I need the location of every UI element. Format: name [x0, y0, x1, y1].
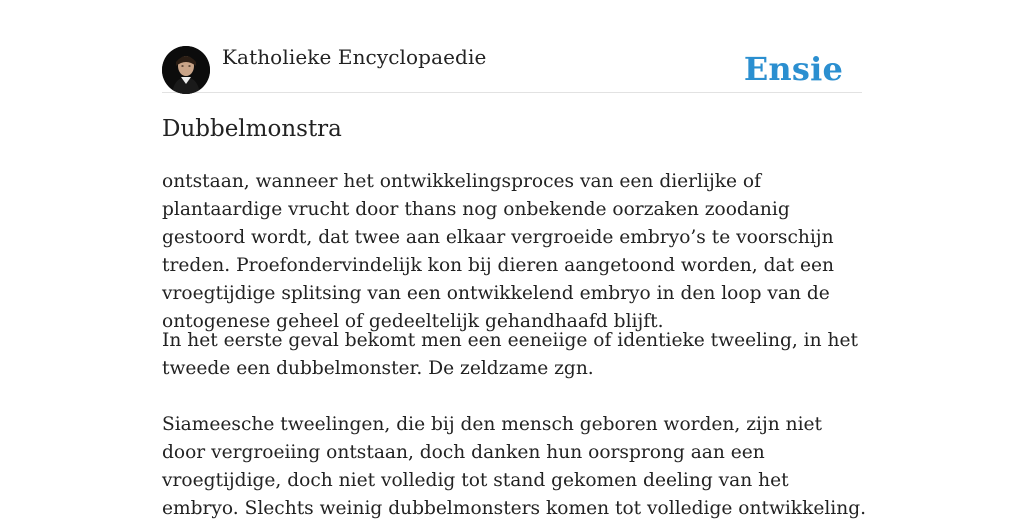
page [162, 0, 867, 519]
article-paragraph-2: In het eerste geval bekomt men een eeneiige of identieke tweeling, in het tweede een dubbelmonster. De zeldzame zgn. [162, 330, 858, 379]
site-header [162, 0, 862, 93]
article-body [162, 168, 867, 519]
site-name[interactable]: Katholieke Encyclopaedie [222, 45, 487, 69]
article-title: Dubbelmonstra [162, 116, 342, 142]
article-paragraph-1: ontstaan, wanneer het ontwikkelingsproces van een dierlijke of plantaardige vrucht door thans nog onbekende oorzaken zoodanig gestoord wordt, dat twee aan elkaar vergroeide embryo’s te voorschijn treden. Proefondervindelijk kon bij dieren aangetoond worden, dat een vroegtijdige splitsing van een ontwikkelend embryo in den loop van de ontogenese geheel of gedeeltelijk gehandhaafd blijft. [162, 171, 834, 332]
article-paragraph-3: Siameesche tweelingen, die bij den mensch geboren worden, zijn niet door vergroeiing ontstaan, doch danken hun oorsprong aan een vroegtijdige, doch niet volledig tot stand gekomen deeling van het embryo. Slechts weinig dubbelmonsters komen tot volledige ontwikkeling. [162, 414, 867, 519]
portrait-icon [162, 46, 210, 94]
portrait-avatar-icon[interactable] [162, 46, 210, 94]
ensie-logo-link[interactable]: Ensie [743, 50, 843, 88]
